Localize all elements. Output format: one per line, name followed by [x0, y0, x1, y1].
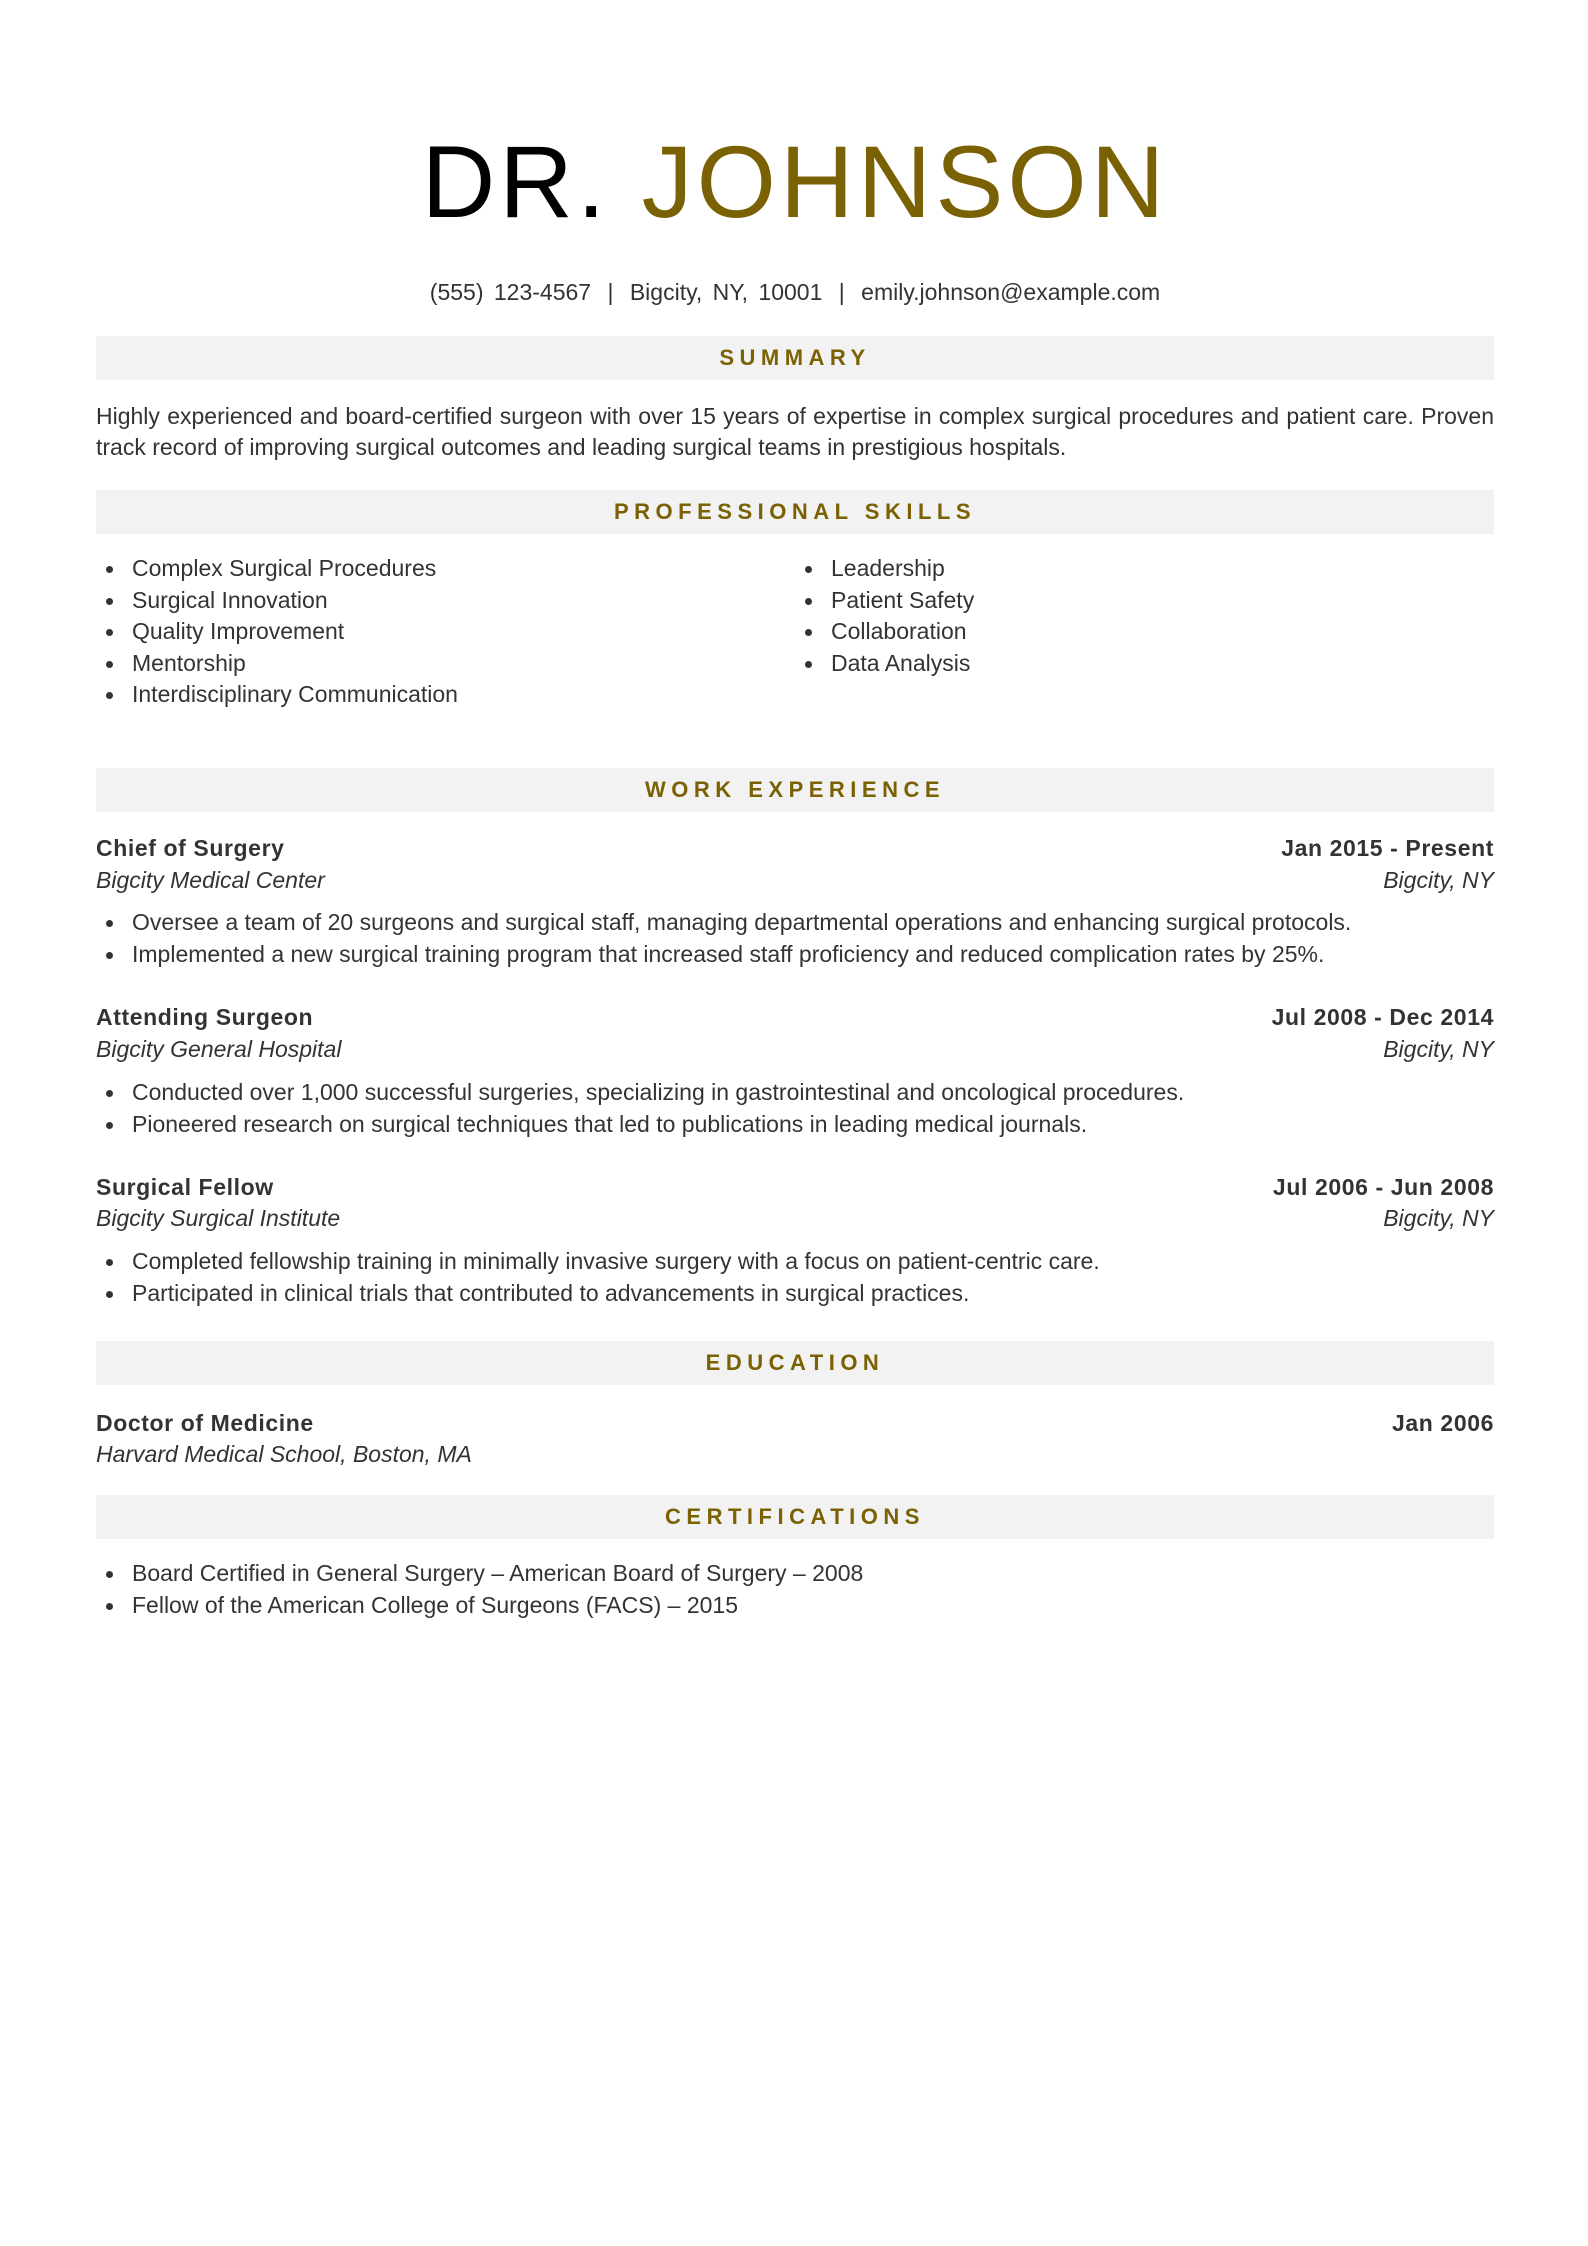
certifications-heading: CERTIFICATIONS — [96, 1495, 1494, 1539]
skill-item: Complex Surgical Procedures — [96, 553, 458, 585]
job-org-row — [96, 1034, 1494, 1065]
job-dates: Jul 2006 - Jun 2008 — [1272, 1174, 1494, 1200]
degree: Doctor of Medicine — [96, 1410, 314, 1436]
job-org-row — [96, 1203, 1494, 1234]
job-location: Bigcity, NY — [1383, 867, 1494, 893]
job-title: Chief of Surgery — [96, 835, 285, 861]
job-bullet: Oversee a team of 20 surgeons and surgical staff, managing departmental operations and enhancing surgical protocols. — [96, 907, 1351, 939]
summary-text: Highly experienced and board-certified surgeon with over 15 years of expertise in complex surgical procedures and patient care. Proven track record of improving surgical outcomes and leading surgical teams in prestigious hospitals. — [96, 403, 1494, 460]
job-header — [96, 1002, 1494, 1033]
job-dates: Jan 2015 - Present — [1281, 835, 1494, 861]
skill-item: Mentorship — [96, 648, 458, 680]
skill-item: Leadership — [795, 553, 974, 585]
name-prefix: DR. — [421, 125, 610, 239]
job-bullets — [96, 1077, 1184, 1140]
skill-item: Interdisciplinary Communication — [96, 679, 458, 711]
skills-list-left — [96, 553, 458, 711]
job-dates: Jul 2008 - Dec 2014 — [1271, 1004, 1494, 1030]
skill-item: Collaboration — [795, 616, 974, 648]
certification-item: Fellow of the American College of Surgeons (FACS) – 2015 — [96, 1590, 863, 1622]
education-heading: EDUCATION — [96, 1341, 1494, 1385]
job-bullet: Pioneered research on surgical techniques that led to publications in leading medical journals. — [96, 1109, 1184, 1141]
certification-item: Board Certified in General Surgery – American Board of Surgery – 2008 — [96, 1558, 863, 1590]
job-bullet: Conducted over 1,000 successful surgeries, specializing in gastrointestinal and oncological procedures. — [96, 1077, 1184, 1109]
job-organization: Bigcity Medical Center — [96, 867, 325, 893]
skill-item: Surgical Innovation — [96, 585, 458, 617]
job-bullets — [96, 1246, 1100, 1309]
education-school-row — [96, 1439, 1494, 1470]
education-date: Jan 2006 — [1392, 1410, 1494, 1436]
education-header — [96, 1408, 1494, 1439]
certifications-list — [96, 1558, 863, 1621]
contact-separator: | — [838, 279, 845, 305]
name-main: JOHNSON — [641, 125, 1169, 239]
job-bullet: Implemented a new surgical training program that increased staff proficiency and reduced complication rates by 25%. — [96, 939, 1351, 971]
job-organization: Bigcity General Hospital — [96, 1036, 342, 1062]
job-title: Attending Surgeon — [96, 1004, 314, 1030]
job-location: Bigcity, NY — [1383, 1205, 1494, 1231]
skill-item: Quality Improvement — [96, 616, 458, 648]
skills-heading: PROFESSIONAL SKILLS — [96, 490, 1494, 534]
job-org-row — [96, 865, 1494, 896]
job-location: Bigcity, NY — [1383, 1036, 1494, 1062]
job-bullet: Participated in clinical trials that contributed to advancements in surgical practices. — [96, 1278, 1100, 1310]
job-title: Surgical Fellow — [96, 1174, 274, 1200]
experience-heading: WORK EXPERIENCE — [96, 768, 1494, 812]
school: Harvard Medical School, Boston, MA — [96, 1441, 472, 1467]
summary-heading: SUMMARY — [96, 336, 1494, 380]
contact-separator: | — [607, 279, 614, 305]
skill-item: Data Analysis — [795, 648, 974, 680]
job-header — [96, 833, 1494, 864]
skill-item: Patient Safety — [795, 585, 974, 617]
location: Bigcity, NY, 10001 — [629, 279, 823, 305]
job-header — [96, 1172, 1494, 1203]
skills-list-right — [795, 553, 974, 679]
contact-line — [96, 277, 1494, 307]
job-bullets — [96, 907, 1351, 970]
job-organization: Bigcity Surgical Institute — [96, 1205, 341, 1231]
candidate-name — [96, 125, 1494, 240]
phone: (555) 123-4567 — [429, 279, 592, 305]
job-bullet: Completed fellowship training in minimally invasive surgery with a focus on patient-centric care. — [96, 1246, 1100, 1278]
email: emily.johnson@example.com — [861, 279, 1161, 305]
